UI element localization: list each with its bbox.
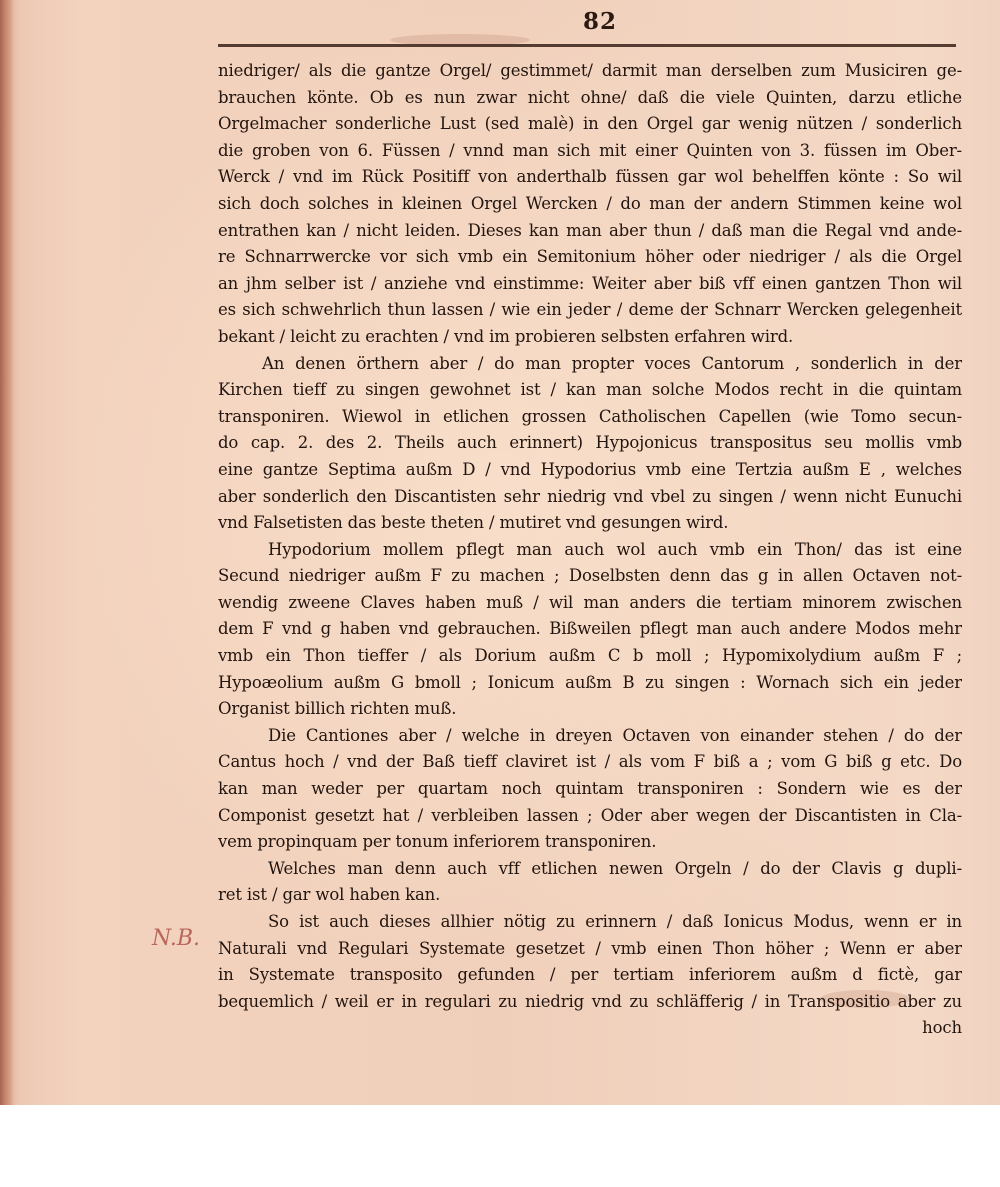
text-line: die groben von 6. Füssen / vnnd man sich mit einer Quinten von 3. füssen im Ober- xyxy=(218,140,962,160)
paragraph-start-line: Hypodorium mollem pflegt man auch wol auch vmb ein Thon/ das ist eine xyxy=(268,539,962,559)
text-line: Orgelmacher sonderliche Lust (sed malè) in den Orgel gar wenig nützen / sonderlich xyxy=(218,114,962,134)
catchword: hoch xyxy=(922,1018,962,1038)
text-line: Secund niedriger außm F zu machen ; Doselbsten denn das g in allen Octaven not- xyxy=(218,566,962,586)
text-line: re Schnarrwercke vor sich vmb ein Semitonium höher oder niedriger / als die Orgel xyxy=(218,247,962,267)
text-line: do cap. 2. des 2. Theils auch erinnert) Hypojonicus transpositus seu mollis vmb xyxy=(218,433,962,453)
text-line: in Systemate transposito gefunden / per tertiam inferiorem außm d fictè, gar xyxy=(218,965,962,985)
text-line: Kirchen tieff zu singen gewohnet ist / kan man solche Modos recht in die quintam xyxy=(218,380,962,400)
page-binding-edge xyxy=(0,0,14,1105)
text-line: wendig zweene Claves haben muß / wil man anders die tertiam minorem zwischen xyxy=(218,592,962,612)
text-line: Naturali vnd Regulari Systemate gesetzet / vmb einen Thon höher ; Wenn er aber xyxy=(218,938,962,958)
margin-note: N.B. xyxy=(152,926,200,951)
paragraph-start-line: Welches man denn auch vff etlichen newen Orgeln / do der Clavis g dupli- xyxy=(268,858,962,878)
text-line: es sich schwehrlich thun lassen / wie ein jeder / deme der Schnarr Wercken gelegenheit xyxy=(218,300,962,320)
page-number: 82 xyxy=(582,8,617,35)
text-line: vmb ein Thon tieffer / als Dorium außm C b moll ; Hypomixolydium außm F ; xyxy=(218,646,962,666)
text-line: Werck / vnd im Rück Positiff von anderthalb füssen gar wol behelffen könte : So wil xyxy=(218,167,962,187)
text-line: Componist gesetzt hat / verbleiben lassen ; Oder aber wegen der Discantisten in Cla- xyxy=(218,805,962,825)
text-line: ret ist / gar wol haben kan. xyxy=(218,885,441,905)
body-text xyxy=(218,58,962,1042)
text-line: eine gantze Septima außm D / vnd Hypodorius vmb eine Tertzia außm E , welches xyxy=(218,459,962,479)
header-rule xyxy=(218,44,956,47)
paragraph-start-line: So ist auch dieses allhier nötig zu erinnern / daß Ionicus Modus, wenn er in xyxy=(268,912,962,931)
text-line: Cantus hoch / vnd der Baß tieff claviret ist / als vom F biß a ; vom G biß g etc. Do xyxy=(218,752,962,772)
text-line: sich doch solches in kleinen Orgel Wercken / do man der andern Stimmen keine wol xyxy=(218,193,962,213)
text-line: dem F vnd g haben vnd gebrauchen. Bißweilen pflegt man auch andere Modos mehr xyxy=(218,619,962,639)
text-line: entrathen kan / nicht leiden. Dieses kan man aber thun / daß man die Regal vnd ande- xyxy=(218,220,962,240)
text-line: transponiren. Wiewol in etlichen grossen Catholischen Capellen (wie Tomo secun- xyxy=(218,406,962,426)
text-line: kan man weder per quartam noch quintam transponiren : Sondern wie es der xyxy=(218,779,962,799)
text-line: vnd Falsetisten das beste theten / mutiret vnd gesungen wird. xyxy=(218,513,729,533)
text-line: Organist billich richten muß. xyxy=(218,699,457,719)
paragraph-start-line: Die Cantiones aber / welche in dreyen Octaven von einander stehen / do der xyxy=(268,725,962,745)
text-line: an jhm selber ist / anziehe vnd einstimme: Weiter aber biß vff einen gantzen Thon wil xyxy=(218,273,962,293)
text-line: bekant / leicht zu erachten / vnd im probieren selbsten erfahren wird. xyxy=(218,326,794,346)
text-line: vem propinquam per tonum inferiorem transponiren. xyxy=(218,832,657,852)
text-line: aber sonderlich den Discantisten sehr niedrig vnd vbel zu singen / wenn nicht Eunuchi xyxy=(218,486,962,506)
text-line: brauchen könte. Ob es nun zwar nicht ohne/ daß die viele Quinten, darzu etliche xyxy=(218,87,962,107)
text-line: Hypoæolium außm G bmoll ; Ionicum außm B zu singen : Wornach sich ein jeder xyxy=(218,672,962,692)
text-line: bequemlich / weil er in regulari zu niedrig vnd zu schläfferig / in Transpositio aber zu xyxy=(218,991,962,1011)
paragraph-start-line: An denen örthern aber / do man propter voces Cantorum , sonderlich in der xyxy=(262,353,962,373)
text-line: niedriger/ als die gantze Orgel/ gestimmet/ darmit man derselben zum Musiciren ge- xyxy=(218,61,962,80)
